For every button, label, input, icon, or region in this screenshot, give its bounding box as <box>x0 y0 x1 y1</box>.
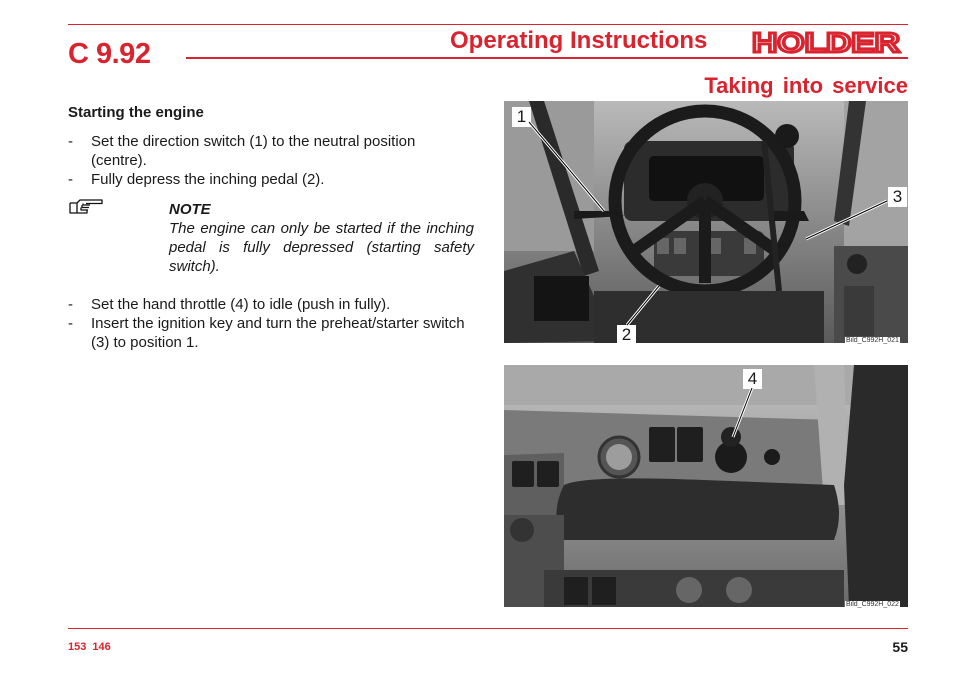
step-item <box>68 314 474 352</box>
page-number: 55 <box>892 639 908 655</box>
model-code: C 9.92 <box>68 38 151 70</box>
photo-credit: Bild_C992H_022 <box>846 601 899 608</box>
holder-logo <box>750 29 902 55</box>
leader-lines-fig1 <box>504 101 908 343</box>
list-dash: - <box>68 315 73 332</box>
step-text: Insert the ignition key and turn the preheat/starter switch (3) to position 1. <box>91 315 465 351</box>
document-number: 153 146 <box>68 641 111 653</box>
header-top-rule <box>68 24 908 25</box>
section-title: Taking into service <box>704 73 908 98</box>
step-item <box>68 170 474 189</box>
list-dash: - <box>68 296 73 313</box>
brand-wordmark: HOLDER <box>752 29 900 55</box>
callout-4: 4 <box>743 369 762 389</box>
callout-1: 1 <box>512 107 531 127</box>
photo-credit: Bild_C992H_021 <box>846 337 899 344</box>
step-text: Fully depress the inching pedal (2). <box>91 171 325 188</box>
step-item <box>68 132 474 170</box>
page-title: Operating Instructions <box>450 27 708 54</box>
footer-rule <box>68 628 908 629</box>
leader-lines-fig2 <box>504 365 908 607</box>
header-mid-rule <box>186 57 908 59</box>
instruction-text <box>68 103 474 352</box>
note-box <box>68 200 474 276</box>
list-dash: - <box>68 171 73 188</box>
subheading: Starting the engine <box>68 104 204 121</box>
list-dash: - <box>68 133 73 150</box>
callout-2: 2 <box>617 325 636 345</box>
step-text: Set the direction switch (1) to the neutral position (centre). <box>91 133 416 169</box>
note-text: The engine can only be started if the inching pedal is fully depressed (starting safety switch). <box>169 220 474 275</box>
callout-3: 3 <box>888 187 907 207</box>
pointing-hand-icon <box>68 194 104 216</box>
note-label: NOTE <box>169 201 211 218</box>
step-text: Set the hand throttle (4) to idle (push in fully). <box>91 296 391 313</box>
step-item <box>68 295 474 314</box>
